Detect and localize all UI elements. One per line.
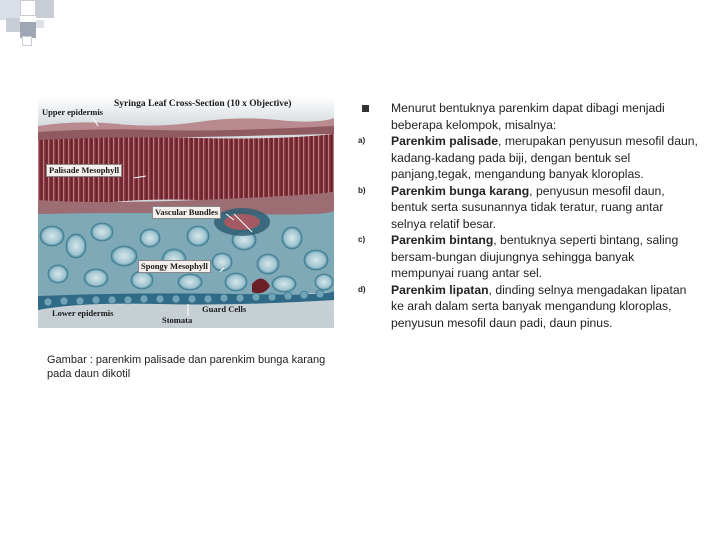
leaf-cross-section-figure	[38, 96, 334, 328]
list-item-marker: a)	[358, 136, 366, 145]
label-palisade-mesophyll: Palisade Mesophyll	[46, 164, 122, 177]
parenkim-list	[358, 100, 698, 331]
list-item-term: Parenkim bunga karang	[391, 183, 530, 198]
decor-square	[0, 0, 20, 20]
list-item	[358, 232, 698, 282]
decor-square	[22, 36, 32, 46]
list-item-term: Parenkim lipatan	[391, 282, 489, 297]
label-vascular-bundles: Vascular Bundles	[152, 206, 221, 219]
list-item-desc: , merupakan penyusun mesofil daun, kadang-kadang pada biji, dengan bentuk sel panjang,tegak, mengandung banyak kloroplas.	[391, 134, 698, 181]
label-upper-epidermis: Upper epidermis	[42, 107, 103, 117]
label-stomata: Stomata	[162, 315, 193, 325]
list-intro: Menurut bentuknya parenkim dapat dibagi menjadi beberapa kelompok, misalnya:	[391, 101, 665, 132]
list-item	[358, 133, 698, 183]
list-item-desc: , dinding selnya mengadakan lipatan ke arah dalam serta banyak mengandung kloroplas, penyusun mesofil daun padi, daun pinus.	[391, 282, 687, 330]
figure-caption	[47, 353, 337, 381]
list-item-text	[391, 183, 698, 233]
square-bullet-icon	[358, 100, 391, 118]
list-item-text	[391, 133, 698, 183]
caption-text: parenkim palisade dan parenkim bunga karang pada daun dikotil	[47, 354, 326, 380]
list-item-desc: , bentuknya seperti bintang, saling bersam-bungan diujungnya sehingga banyak mempunyai ruang antar sel.	[391, 233, 679, 280]
label-lower-epidermis: Lower epidermis	[52, 308, 114, 318]
decor-square	[20, 0, 36, 16]
list-item-marker: b)	[358, 185, 366, 195]
label-spongy-mesophyll: Spongy Mesophyll	[138, 260, 211, 273]
label-guard-cells: Guard Cells	[202, 304, 247, 314]
list-item-term: Parenkim bintang	[391, 233, 494, 247]
list-item	[358, 282, 698, 332]
list-item-term: Parenkim palisade	[391, 134, 499, 148]
list-item-desc: , penyusun mesofil daun, bentuk serta susunannya tidak teratur, ruang antar selnya relatif besar.	[391, 183, 665, 231]
list-item-text	[391, 282, 698, 332]
caption-prefix: Gambar :	[47, 354, 93, 366]
list-intro-row	[358, 100, 698, 133]
decor-square	[36, 20, 44, 28]
list-item-text	[391, 232, 698, 282]
decor-square	[6, 18, 20, 32]
figure-title: Syringa Leaf Cross-Section (10 x Objective)	[114, 99, 292, 109]
list-item	[358, 183, 698, 233]
decor-square	[36, 0, 54, 18]
list-item-marker: d)	[358, 284, 366, 294]
list-item-marker: c)	[358, 235, 366, 244]
